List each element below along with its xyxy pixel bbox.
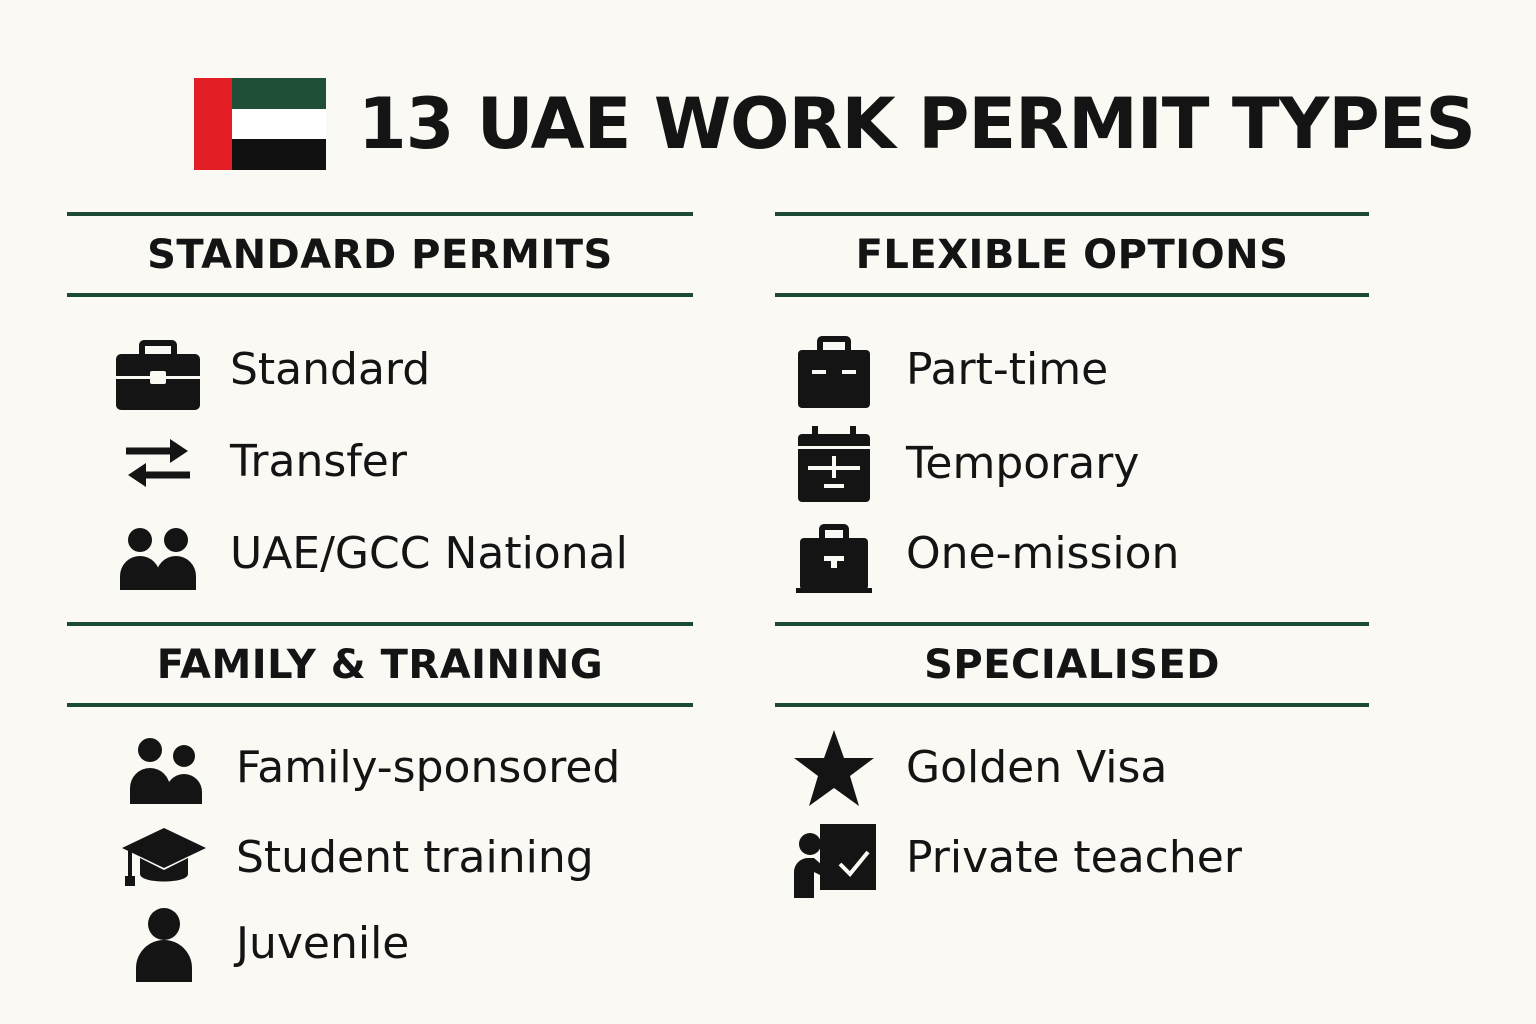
person-icon bbox=[118, 898, 210, 990]
briefcase-icon bbox=[788, 324, 880, 416]
section-heading: SPECIALISED bbox=[775, 622, 1369, 707]
star-icon bbox=[788, 722, 880, 814]
item-label: Student training bbox=[236, 832, 594, 883]
graduation-cap-icon bbox=[118, 812, 210, 904]
item-label: Juvenile bbox=[236, 918, 410, 969]
teacher-icon bbox=[788, 812, 880, 904]
list-item-temporary bbox=[788, 418, 1139, 510]
item-label: Part-time bbox=[906, 344, 1109, 395]
briefcase-icon bbox=[112, 324, 204, 416]
section-heading: STANDARD PERMITS bbox=[67, 212, 693, 297]
briefcase-plus-icon bbox=[788, 508, 880, 600]
family-icon bbox=[118, 722, 210, 814]
list-item-one-mission bbox=[788, 508, 1179, 600]
page-title: 13 UAE WORK PERMIT TYPES bbox=[358, 83, 1475, 165]
calendar-icon bbox=[788, 418, 880, 510]
section-flexible-options bbox=[775, 212, 1369, 297]
item-label: Family-sponsored bbox=[236, 742, 621, 793]
item-label: Private teacher bbox=[906, 832, 1242, 883]
list-item-transfer bbox=[112, 416, 407, 508]
section-heading: FLEXIBLE OPTIONS bbox=[775, 212, 1369, 297]
section-specialised bbox=[775, 622, 1369, 707]
item-label: Transfer bbox=[230, 436, 407, 487]
people-icon bbox=[112, 508, 204, 600]
page-header bbox=[194, 78, 1475, 170]
list-item-standard bbox=[112, 324, 430, 416]
section-family-training bbox=[67, 622, 693, 707]
list-item-golden-visa bbox=[788, 722, 1167, 814]
item-label: UAE/GCC National bbox=[230, 528, 628, 579]
uae-flag-icon bbox=[194, 78, 326, 170]
item-label: Temporary bbox=[906, 438, 1140, 489]
list-item-private-teacher bbox=[788, 812, 1242, 904]
item-label: One-mission bbox=[906, 528, 1180, 579]
transfer-arrows-icon bbox=[112, 416, 204, 508]
list-item-part-time bbox=[788, 324, 1108, 416]
list-item-juvenile bbox=[118, 898, 409, 990]
item-label: Golden Visa bbox=[906, 742, 1168, 793]
item-label: Standard bbox=[230, 344, 431, 395]
list-item-student-training bbox=[118, 812, 594, 904]
list-item-uae-gcc-national bbox=[112, 508, 628, 600]
list-item-family-sponsored bbox=[118, 722, 620, 814]
section-heading: FAMILY & TRAINING bbox=[67, 622, 693, 707]
section-standard-permits bbox=[67, 212, 693, 297]
